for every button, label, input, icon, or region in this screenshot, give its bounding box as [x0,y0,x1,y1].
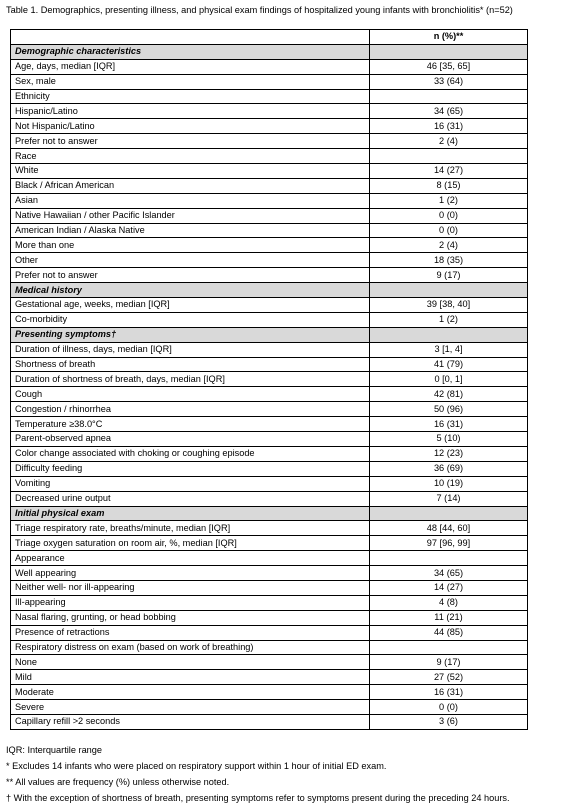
row-value: 1 (2) [370,193,528,208]
row-label: Color change associated with choking or coughing episode [11,446,370,461]
row-value: 2 (4) [370,238,528,253]
row-value: 41 (79) [370,357,528,372]
row-value: 97 [96, 99] [370,536,528,551]
section-header-row [11,44,528,59]
row-label: Initial physical exam [11,506,370,521]
table-row [11,714,528,729]
row-value: 34 (65) [370,104,528,119]
row-label: Moderate [11,685,370,700]
section-header-row [11,327,528,342]
table-row [11,387,528,402]
table-row [11,580,528,595]
row-label: Age, days, median [IQR] [11,59,370,74]
table-row [11,298,528,313]
row-value: 36 (69) [370,461,528,476]
row-value: 8 (15) [370,178,528,193]
row-label: More than one [11,238,370,253]
table-row [11,640,528,655]
table-row [11,372,528,387]
row-label: Shortness of breath [11,357,370,372]
row-value [370,327,528,342]
row-label: Prefer not to answer [11,268,370,283]
header-value-cell: n (%)** [370,30,528,45]
row-value: 14 (27) [370,580,528,595]
row-value: 18 (35) [370,253,528,268]
table-row [11,268,528,283]
row-label: Appearance [11,551,370,566]
row-label: Respiratory distress on exam (based on work of breathing) [11,640,370,655]
row-value: 14 (27) [370,164,528,179]
table-row [11,566,528,581]
row-label: Prefer not to answer [11,134,370,149]
row-value [370,283,528,298]
table-row [11,104,528,119]
row-label: White [11,164,370,179]
row-value: 9 (17) [370,268,528,283]
row-label: Ethnicity [11,89,370,104]
footnote: † With the exception of shortness of breath, presenting symptoms refer to symptoms present during the preceding 24 hours. [6,793,510,803]
table-row [11,491,528,506]
table-row [11,655,528,670]
row-label: Difficulty feeding [11,461,370,476]
row-label: Asian [11,193,370,208]
table-row [11,223,528,238]
row-value: 2 (4) [370,134,528,149]
table-header-row [11,30,528,45]
row-value: 16 (31) [370,417,528,432]
row-label: Vomiting [11,476,370,491]
row-label: Triage oxygen saturation on room air, %, median [IQR] [11,536,370,551]
row-value [370,89,528,104]
row-value [370,44,528,59]
row-label: Ill-appearing [11,595,370,610]
row-value: 33 (64) [370,74,528,89]
footnote: IQR: Interquartile range [6,745,103,755]
row-value: 3 [1, 4] [370,342,528,357]
table-caption: Table 1. Demographics, presenting illness, and physical exam findings of hospitalized young infants with bronchiolitis* (n=52) [6,5,513,15]
footnote: ** All values are frequency (%) unless otherwise noted. [6,777,230,787]
table-row [11,402,528,417]
section-header-row [11,506,528,521]
table-row [11,134,528,149]
row-value: 0 [0, 1] [370,372,528,387]
row-value: 11 (21) [370,610,528,625]
row-label: Mild [11,670,370,685]
row-value: 44 (85) [370,625,528,640]
row-label: Congestion / rhinorrhea [11,402,370,417]
table-row [11,178,528,193]
row-value [370,149,528,164]
row-value: 27 (52) [370,670,528,685]
row-label: Native Hawaiian / other Pacific Islander [11,208,370,223]
table-row [11,89,528,104]
table-row [11,446,528,461]
row-label: Presenting symptoms† [11,327,370,342]
row-value: 3 (6) [370,714,528,729]
table-row [11,595,528,610]
row-value [370,640,528,655]
row-label: Not Hispanic/Latino [11,119,370,134]
section-header-row [11,283,528,298]
row-value: 50 (96) [370,402,528,417]
row-value [370,506,528,521]
row-label: Gestational age, weeks, median [IQR] [11,298,370,313]
row-label: Nasal flaring, grunting, or head bobbing [11,610,370,625]
row-label: Triage respiratory rate, breaths/minute, median [IQR] [11,521,370,536]
table-row [11,253,528,268]
row-value: 34 (65) [370,566,528,581]
row-label: Sex, male [11,74,370,89]
row-label: Severe [11,700,370,715]
row-label: Medical history [11,283,370,298]
table-row [11,342,528,357]
table-row [11,551,528,566]
table-row [11,625,528,640]
row-label: Neither well- nor ill-appearing [11,580,370,595]
row-label: Temperature ≥38.0°C [11,417,370,432]
table-row [11,238,528,253]
table-row [11,74,528,89]
footnotes [6,742,566,806]
row-value: 0 (0) [370,700,528,715]
row-value: 5 (10) [370,432,528,447]
table-row [11,193,528,208]
row-label: Cough [11,387,370,402]
row-value: 48 [44, 60] [370,521,528,536]
row-value: 4 (8) [370,595,528,610]
row-value: 10 (19) [370,476,528,491]
table-row [11,685,528,700]
row-value: 12 (23) [370,446,528,461]
table-row [11,610,528,625]
table-row [11,312,528,327]
row-value: 16 (31) [370,119,528,134]
row-label: Well appearing [11,566,370,581]
demographics-table [10,29,528,730]
row-label: Race [11,149,370,164]
row-value: 0 (0) [370,208,528,223]
row-label: Co-morbidity [11,312,370,327]
row-value: 42 (81) [370,387,528,402]
row-value: 7 (14) [370,491,528,506]
row-label: Black / African American [11,178,370,193]
table-row [11,521,528,536]
table-row [11,536,528,551]
row-label: None [11,655,370,670]
row-value: 0 (0) [370,223,528,238]
row-value: 46 [35, 65] [370,59,528,74]
table-row [11,357,528,372]
table-row [11,149,528,164]
row-label: Duration of shortness of breath, days, median [IQR] [11,372,370,387]
footnote: * Excludes 14 infants who were placed on respiratory support within 1 hour of initial ED exam. [6,761,387,771]
row-value: 9 (17) [370,655,528,670]
table-row [11,417,528,432]
row-value: 16 (31) [370,685,528,700]
row-label: Capillary refill >2 seconds [11,714,370,729]
table-row [11,59,528,74]
table-row [11,476,528,491]
row-label: Other [11,253,370,268]
table-row [11,700,528,715]
row-value: 39 [38, 40] [370,298,528,313]
row-label: Presence of retractions [11,625,370,640]
header-label-cell [11,30,370,45]
row-value: 1 (2) [370,312,528,327]
row-label: Duration of illness, days, median [IQR] [11,342,370,357]
table-row [11,461,528,476]
row-label: American Indian / Alaska Native [11,223,370,238]
row-value [370,551,528,566]
table-row [11,670,528,685]
table-row [11,164,528,179]
row-label: Demographic characteristics [11,44,370,59]
table-row [11,119,528,134]
row-label: Parent-observed apnea [11,432,370,447]
table-row [11,432,528,447]
row-label: Hispanic/Latino [11,104,370,119]
table-row [11,208,528,223]
row-label: Decreased urine output [11,491,370,506]
